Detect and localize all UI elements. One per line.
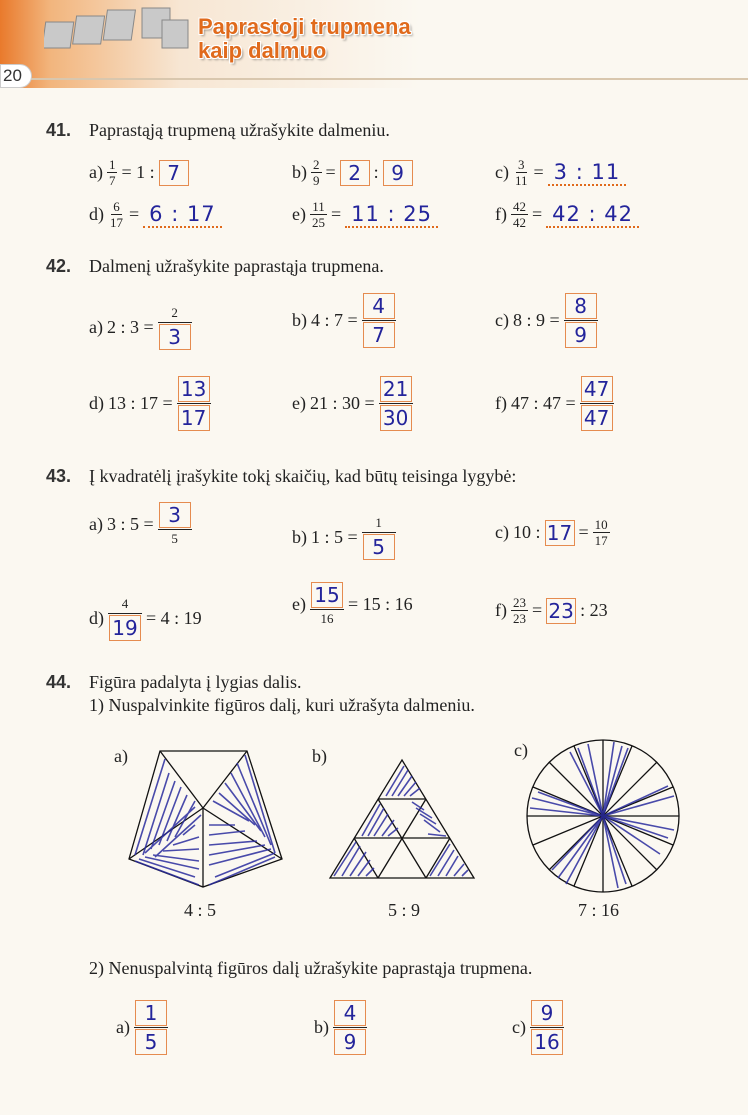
q44-answer-c: c) 9 16 bbox=[512, 1000, 564, 1055]
circle-figure[interactable] bbox=[518, 738, 688, 898]
exercise-text: Figūra padalyta į lygias dalis. bbox=[89, 672, 302, 692]
answer-box[interactable]: 17 bbox=[545, 520, 575, 546]
answer-box[interactable]: 19 bbox=[109, 615, 141, 641]
triangle-figure[interactable] bbox=[328, 758, 476, 882]
answer-line[interactable]: 11 : 25 bbox=[345, 202, 438, 228]
q43-item-d: d) 4 19 = 4 : 19 bbox=[89, 596, 202, 640]
answer-box[interactable]: 7 bbox=[159, 160, 189, 186]
q43-item-b: b) 1 : 5 = 1 5 bbox=[292, 515, 396, 560]
answer-box[interactable]: 5 bbox=[135, 1029, 167, 1055]
exercise-text: Į kvadratėlį įrašykite tokį skaičių, kad būtų teisinga lygybė: bbox=[89, 466, 517, 486]
answer-box[interactable]: 3 bbox=[159, 324, 191, 350]
exercise-number: 42. bbox=[46, 256, 72, 276]
answer-line[interactable]: 6 : 17 bbox=[143, 202, 222, 228]
answer-box[interactable]: 8 bbox=[565, 293, 597, 319]
answer-box[interactable]: 2 bbox=[340, 160, 370, 186]
q43-item-c: c) 10 : 17 = $\frac{10}{17}$ bbox=[495, 517, 608, 548]
q43-item-f: f) $\frac{23}{23}$ = 23 : 23 bbox=[495, 595, 608, 626]
q42-item-f: f) 47 : 47 = $\frac{47}{47}$ bbox=[495, 376, 614, 431]
answer-box[interactable]: 17 bbox=[178, 405, 210, 431]
exercise-number: 43. bbox=[46, 466, 72, 486]
answer-box[interactable]: 23 bbox=[546, 598, 576, 624]
header-rule bbox=[30, 78, 748, 80]
answer-box[interactable]: 9 bbox=[383, 160, 413, 186]
answer-box[interactable]: 9 bbox=[565, 322, 597, 348]
q41-item-e: e) $\frac{11}{25}$ = 11 : 25 bbox=[292, 200, 438, 229]
answer-box[interactable]: 4 bbox=[363, 293, 395, 319]
figure-label: c) bbox=[514, 740, 528, 760]
page-number: 20 bbox=[0, 64, 32, 88]
answer-box[interactable]: 47 bbox=[581, 405, 613, 431]
answer-line[interactable]: 3 : 11 bbox=[548, 160, 627, 186]
q42-item-e: e) 21 : 30 = $\frac{21}{30}$ bbox=[292, 376, 413, 431]
answer-box[interactable]: 3 bbox=[159, 502, 191, 528]
exercise-subtask: 1) Nuspalvinkite figūros dalį, kuri užrašyta dalmeniu. bbox=[89, 695, 475, 715]
answer-box[interactable]: 47 bbox=[581, 376, 613, 402]
q42-item-b: b) 4 : 7 = $\frac{4}{7}$ bbox=[292, 293, 396, 348]
answer-box[interactable]: 15 bbox=[311, 582, 343, 608]
exercise-number: 41. bbox=[46, 120, 72, 140]
answer-line[interactable]: 42 : 42 bbox=[546, 202, 639, 228]
answer-box[interactable]: 9 bbox=[334, 1029, 366, 1055]
q41-item-a: a) $\frac{1}{7}$ = 1 : 7 bbox=[89, 158, 189, 187]
exercise-text: Dalmenį užrašykite paprastąja trupmena. bbox=[89, 256, 384, 276]
answer-box[interactable]: 21 bbox=[380, 376, 412, 402]
figure-caption: 4 : 5 bbox=[184, 900, 217, 920]
answer-box[interactable]: 4 bbox=[334, 1000, 366, 1026]
answer-box[interactable]: 16 bbox=[531, 1029, 563, 1055]
pentagon-figure[interactable] bbox=[125, 745, 290, 890]
q42-item-c: c) 8 : 9 = $\frac{8}{9}$ bbox=[495, 293, 598, 348]
q41-item-c: c) $\frac{3}{11}$ = 3 : 11 bbox=[495, 158, 626, 187]
q44-answer-b: b) 4 9 bbox=[314, 1000, 367, 1055]
exercise-subtask: 2) Nenuspalvintą figūros dalį užrašykite paprastąja trupmena. bbox=[89, 958, 533, 978]
q41-item-d: d) $\frac{6}{17}$ = 6 : 17 bbox=[89, 200, 222, 229]
q42-item-d: d) 13 : 17 = $\frac{13}{17}$ bbox=[89, 376, 211, 431]
q43-item-e: e) 15 16 = 15 : 16 bbox=[292, 583, 413, 626]
q41-item-f: f) $\frac{42}{42}$ = 42 : 42 bbox=[495, 200, 639, 229]
answer-box[interactable]: 9 bbox=[531, 1000, 563, 1026]
figure-label: b) bbox=[312, 746, 327, 766]
figure-caption: 7 : 16 bbox=[578, 900, 620, 920]
answer-box[interactable]: 1 bbox=[135, 1000, 167, 1026]
exercise-text: Paprastąją trupmeną užrašykite dalmeniu. bbox=[89, 120, 390, 140]
q44-answer-a: a) 1 5 bbox=[116, 1000, 168, 1055]
q41-item-b: b) $\frac{2}{9}$ = 2 : 9 bbox=[292, 158, 413, 187]
answer-box[interactable]: 5 bbox=[363, 534, 395, 560]
exercise-number: 44. bbox=[46, 672, 72, 692]
answer-box[interactable]: 7 bbox=[363, 322, 395, 348]
answer-box[interactable]: 30 bbox=[380, 405, 412, 431]
q42-item-a: a) 2 : 3 = 2 3 bbox=[89, 305, 192, 350]
section-title: Paprastoji trupmena kaip dalmuo bbox=[198, 14, 411, 63]
q43-item-a: a) 3 : 5 = 3 5 bbox=[89, 502, 192, 547]
answer-box[interactable]: 13 bbox=[178, 376, 210, 402]
figure-label: a) bbox=[114, 746, 128, 766]
figure-caption: 5 : 9 bbox=[388, 900, 421, 920]
chocolate-bar-logo-icon bbox=[44, 6, 192, 52]
